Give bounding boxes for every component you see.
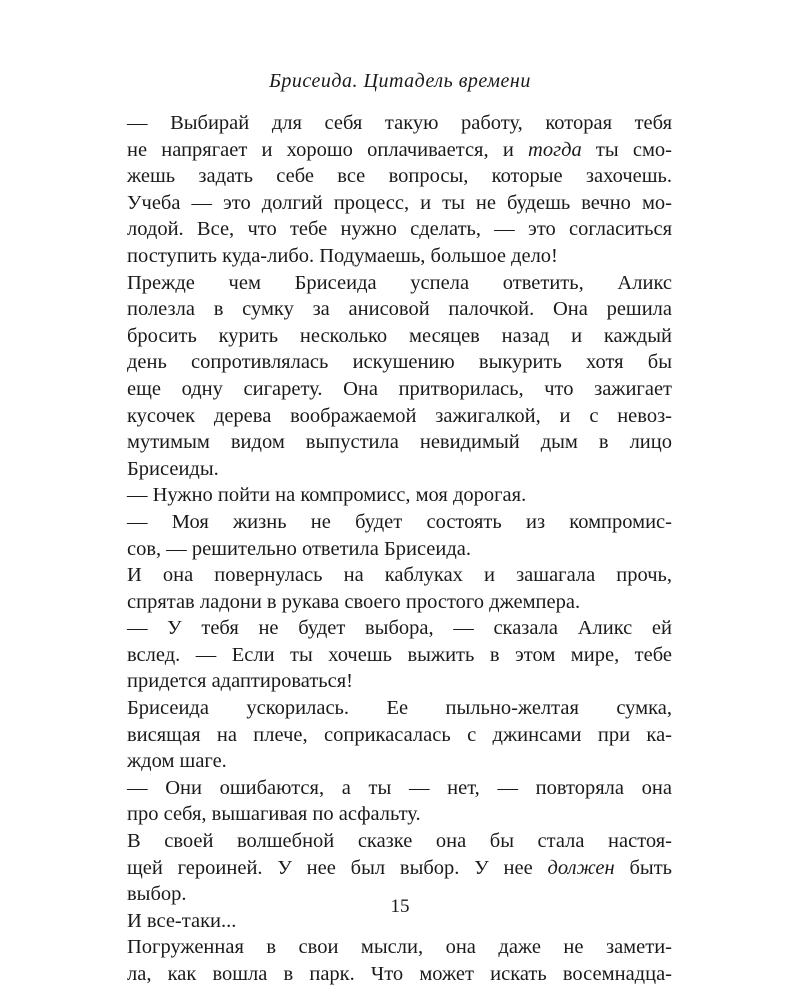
text-segment: Брисеида ускорилась. Ее пыльно-желтая сумка, [127, 697, 672, 720]
text-line [127, 748, 672, 775]
text-line [127, 642, 672, 669]
text-line [127, 961, 672, 988]
text-segment: поступить куда-либо. Подумаешь, большое дело! [127, 244, 558, 267]
text-segment: вслед. — Если ты хочешь выжить в этом мире, тебе [127, 643, 672, 666]
text-segment: Прежде чем Брисеида успела ответить, Аликс [127, 271, 672, 294]
text-line [127, 855, 672, 882]
text-line [127, 801, 672, 828]
text-line [127, 775, 672, 802]
text-segment: лодой. Все, что тебе нужно сделать, — это согласиться [127, 218, 672, 241]
text-segment: спрятав ладони в рукава своего простого джемпера. [127, 590, 581, 613]
text-line [127, 190, 672, 217]
text-line [127, 429, 672, 456]
text-line [127, 562, 672, 589]
text-segment: щей героиней. У нее был выбор. У нее [127, 856, 548, 879]
text-segment: день сопротивлялась искушению выкурить хотя бы [127, 351, 672, 374]
text-segment: И все-таки... [127, 909, 237, 932]
text-line [127, 536, 672, 563]
text-line [127, 216, 672, 243]
text-segment: — У тебя не будет выбора, — сказала Аликс ей [127, 617, 672, 640]
text-segment: еще одну сигарету. Она притворилась, что зажигает [127, 377, 672, 400]
text-line [127, 482, 672, 509]
text-line [127, 110, 672, 137]
text-line [127, 456, 672, 483]
text-segment: полезла в сумку за анисовой палочкой. Она решила [127, 298, 672, 321]
text-segment: висящая на плече, соприкасалась с джинсами при ка- [127, 723, 672, 746]
text-segment: Погруженная в свои мысли, она даже не замети- [127, 936, 672, 959]
text-segment: — Моя жизнь не будет состоять из компромис- [127, 510, 672, 533]
text-segment: кусочек дерева воображаемой зажигалкой, и с невоз- [127, 404, 672, 427]
text-line [127, 722, 672, 749]
text-segment: В своей волшебной сказке она бы стала настоя- [127, 830, 672, 853]
body-text [127, 110, 672, 988]
text-segment: бросить курить несколько месяцев назад и каждый [127, 324, 672, 347]
text-segment: придется адаптироваться! [127, 670, 353, 693]
text-line [127, 376, 672, 403]
text-segment: мутимым видом выпустила невидимый дым в лицо [127, 431, 672, 454]
text-line [127, 296, 672, 323]
running-title: Брисеида. Цитадель времени [269, 70, 531, 92]
page-number: 15 [390, 896, 410, 917]
text-segment: сов, — решительно ответила Брисеида. [127, 537, 472, 560]
text-segment: Учеба — это долгий процесс, и ты не будешь вечно мо- [127, 191, 672, 214]
text-segment: — Выбирай для себя такую работу, которая тебя [127, 112, 672, 134]
text-segment: ты смо- [581, 138, 672, 161]
text-segment: выбор. [127, 883, 187, 906]
text-segment: — Нужно пойти на компромисс, моя дорогая. [127, 484, 527, 507]
text-line [127, 137, 672, 164]
text-line [127, 349, 672, 376]
emphasis-text: тогда [528, 138, 582, 161]
text-segment: про себя, вышагивая по асфальту. [127, 803, 421, 826]
text-line [127, 668, 672, 695]
text-segment: жешь задать себе все вопросы, которые захочешь. [127, 165, 672, 188]
text-line [127, 509, 672, 536]
text-line [127, 270, 672, 297]
text-line [127, 323, 672, 350]
text-segment: быть [614, 856, 672, 879]
text-segment: — Они ошибаются, а ты — нет, — повторяла она [127, 776, 672, 799]
emphasis-text: должен [547, 856, 615, 879]
text-segment: Брисеиды. [127, 457, 219, 480]
text-line [127, 828, 672, 855]
text-line [127, 589, 672, 616]
text-line [127, 615, 672, 642]
text-line [127, 163, 672, 190]
text-segment: ла, как вошла в парк. Что может искать восемнадца- [127, 963, 672, 985]
text-line [127, 403, 672, 430]
text-line [127, 934, 672, 961]
text-segment: не напрягает и хорошо оплачивается, и [127, 138, 529, 161]
text-segment: И она повернулась на каблуках и зашагала прочь, [127, 564, 672, 587]
text-line [127, 243, 672, 270]
text-segment: ждом шаге. [127, 750, 227, 773]
text-line [127, 695, 672, 722]
